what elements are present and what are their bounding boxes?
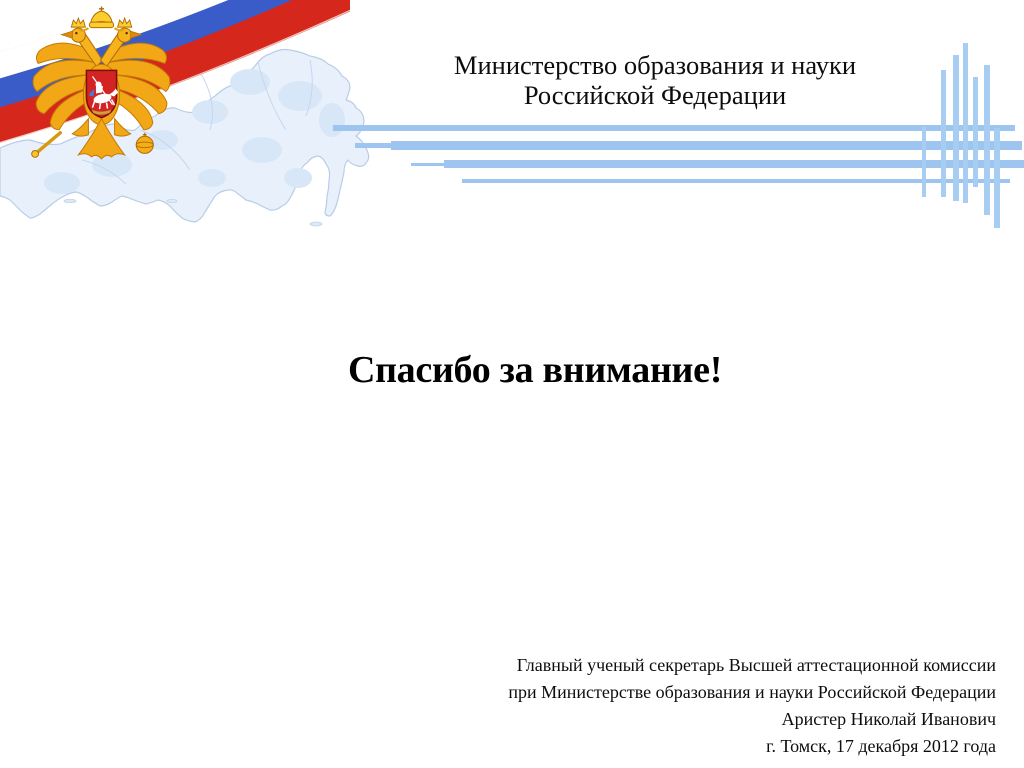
decor-vline-3 [953,55,959,201]
decor-vline-1 [922,127,926,197]
decor-hline-2-tail [355,143,392,148]
orb-icon [136,133,153,154]
footer-line-3: Аристер Николай Иванович [781,709,996,729]
slide-title: Спасибо за внимание! [347,349,723,391]
ministry-header-line1: Министерство образования и науки [453,50,857,80]
decor-hline-3-tail [411,163,445,166]
footer-line-1: Главный ученый секретарь Высшей аттестационной комиссии [516,655,996,675]
decor-vline-5 [973,77,978,187]
footer-line-4: г. Томск, 17 декабря 2012 года [766,736,996,756]
decor-vline-6 [984,65,990,215]
ministry-header-line2: Российской Федерации [523,80,787,110]
decor-vline-7 [994,128,1000,228]
decor-hline-3 [444,160,1024,168]
ministry-header [439,50,871,110]
decor-hline-4 [462,179,1010,183]
decor-vline-2 [941,70,946,197]
footer-line-2: при Министерстве образования и науки Российской Федерации [508,682,996,702]
russia-coat-of-arms [28,6,175,171]
crown-icon [79,7,123,31]
signature-block [436,652,996,760]
decor-hline-1 [333,125,1015,131]
scepter-icon [32,133,61,158]
decor-hline-2 [391,141,1022,150]
decor-vline-4 [963,43,968,203]
